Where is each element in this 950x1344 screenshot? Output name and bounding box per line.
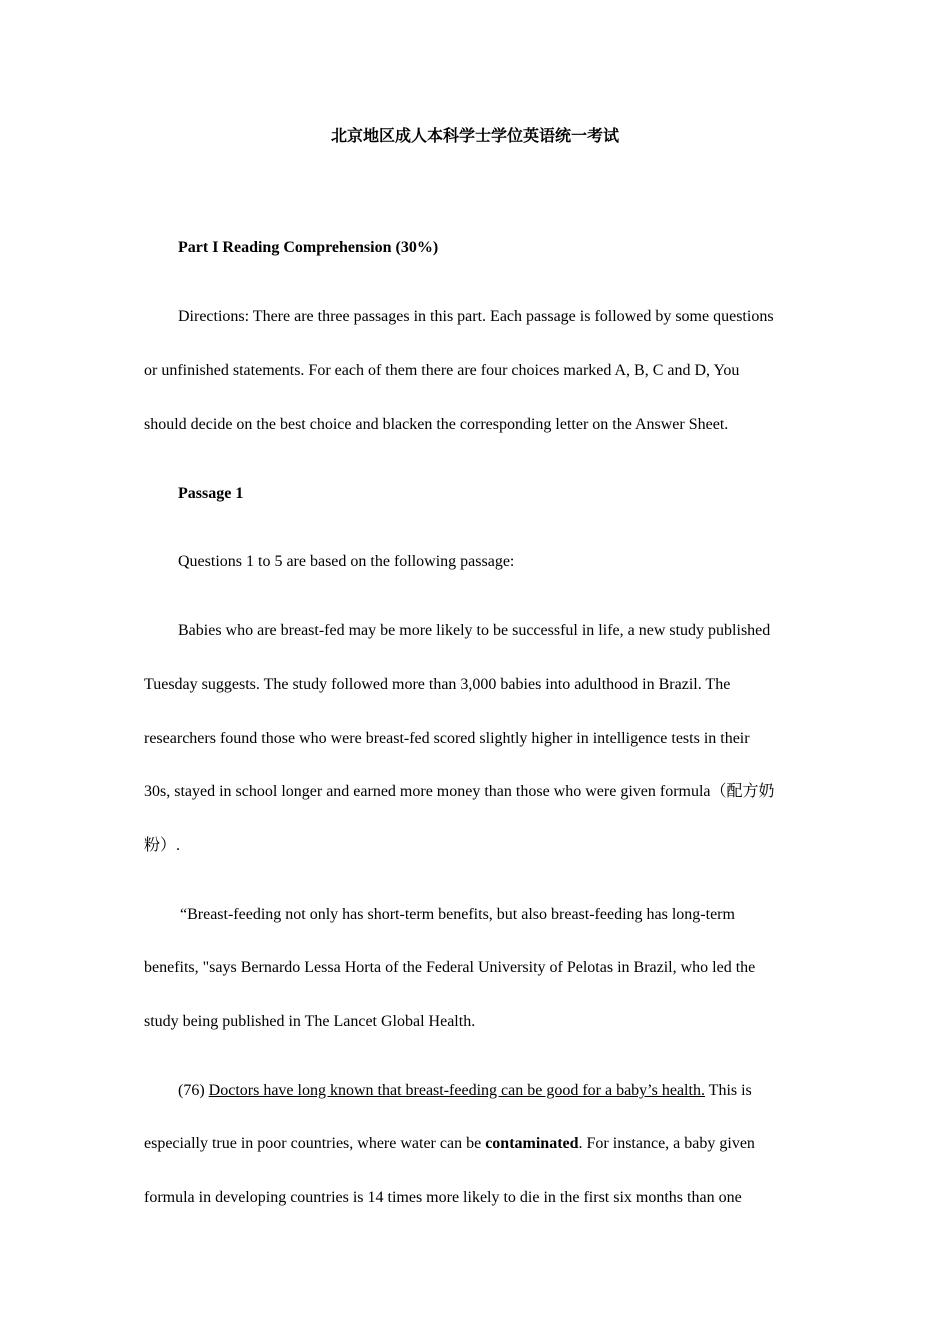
paragraph-line: formula in developing countries is 14 times more likely to die in the first six months than one: [144, 1189, 742, 1206]
paragraph-line: researchers found those who were breast-fed scored slightly higher in intelligence tests in their: [144, 730, 750, 747]
directions-line: or unfinished statements. For each of them there are four choices marked A, B, C and D, You: [144, 362, 740, 379]
question-number: (76): [178, 1082, 209, 1099]
paragraph-line: [178, 1078, 752, 1104]
sentence-text: especially true in poor countries, where water can be: [144, 1135, 486, 1152]
paragraph-line: [144, 1131, 755, 1157]
part-heading: Part I Reading Comprehension (30%): [178, 239, 439, 256]
paragraph-line: study being published in The Lancet Global Health.: [144, 1013, 476, 1030]
underlined-sentence: Doctors have long known that breast-feeding can be good for a baby’s health.: [208, 1082, 705, 1099]
sentence-continuation: This is: [704, 1082, 752, 1099]
paragraph-line: benefits, "says Bernardo Lessa Horta of the Federal University of Pelotas in Brazil, who led the: [144, 959, 756, 976]
directions-line: Directions: There are three passages in this part. Each passage is followed by some questions: [178, 308, 774, 325]
paragraph-line: Babies who are breast-fed may be more likely to be successful in life, a new study published: [178, 622, 771, 639]
document-title: 北京地区成人本科学士学位英语统一考试: [330, 128, 619, 145]
paragraph-line: 30s, stayed in school longer and earned more money than those who were given formula（配方奶: [144, 783, 775, 800]
sentence-text: . For instance, a baby given: [578, 1135, 755, 1152]
directions-line: should decide on the best choice and blacken the corresponding letter on the Answer Sheet.: [144, 416, 729, 433]
paragraph-line: Tuesday suggests. The study followed more than 3,000 babies into adulthood in Brazil. The: [144, 676, 731, 693]
bold-keyword: contaminated: [485, 1135, 579, 1152]
paragraph-line: 粉）.: [144, 837, 181, 854]
passage-heading: Passage 1: [178, 485, 244, 502]
paragraph-line: “Breast-feeding not only has short-term benefits, but also breast-feeding has long-term: [180, 906, 735, 923]
questions-intro: Questions 1 to 5 are based on the following passage:: [178, 553, 515, 570]
